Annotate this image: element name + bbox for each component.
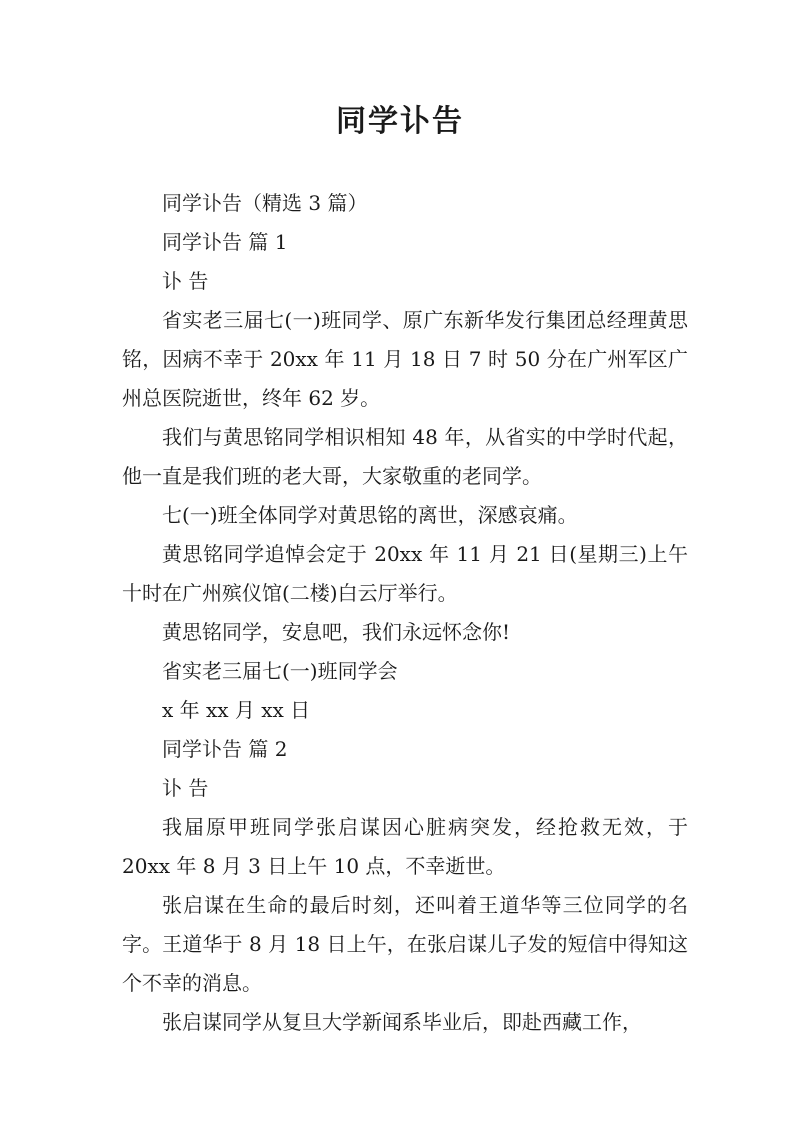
section-heading-1: 同学讣告 篇 1 xyxy=(162,230,288,254)
paragraph: 我们与黄思铭同学相识相知 48 年，从省实的中学时代起，他一直是我们班的老大哥，大家敬重的老同学。 xyxy=(122,425,688,488)
paragraph: 七(一)班全体同学对黄思铭的离世，深感哀痛。 xyxy=(162,503,578,527)
section-heading-2: 同学讣告 篇 2 xyxy=(162,737,288,761)
paragraph: 张启谋同学从复旦大学新闻系毕业后，即赴西藏工作， xyxy=(162,1010,642,1034)
paragraph: 省实老三届七(一)班同学、原广东新华发行集团总经理黄思铭，因病不幸于 20xx 年 11 月 18 日 7 时 50 分在广州军区广州总医院逝世，终年 62 岁。 xyxy=(122,308,688,410)
paragraph: 张启谋在生命的最后时刻，还叫着王道华等三位同学的名字。王道华于 8 月 18 日上午，在张启谋儿子发的短信中得知这个不幸的消息。 xyxy=(122,893,688,995)
paragraph: 我届原甲班同学张启谋因心脏病突发，经抢救无效，于 20xx 年 8 月 3 日上午 10 点，不幸逝世。 xyxy=(122,815,688,878)
paragraph: 黄思铭同学追悼会定于 20xx 年 11 月 21 日(星期三)上午十时在广州殡仪馆(二楼)白云厅举行。 xyxy=(122,542,688,605)
date-line: x 年 xx 月 xx 日 xyxy=(162,698,311,722)
document-body xyxy=(122,184,688,1042)
paragraph: 黄思铭同学，安息吧，我们永远怀念你! xyxy=(162,620,511,644)
obituary-heading-2: 讣 告 xyxy=(162,776,209,800)
signature: 省实老三届七(一)班同学会 xyxy=(162,659,398,683)
obituary-heading-1: 讣 告 xyxy=(162,269,209,293)
paragraph-intro: 同学讣告（精选 3 篇） xyxy=(162,191,368,215)
document-title: 同学讣告 xyxy=(336,104,464,139)
